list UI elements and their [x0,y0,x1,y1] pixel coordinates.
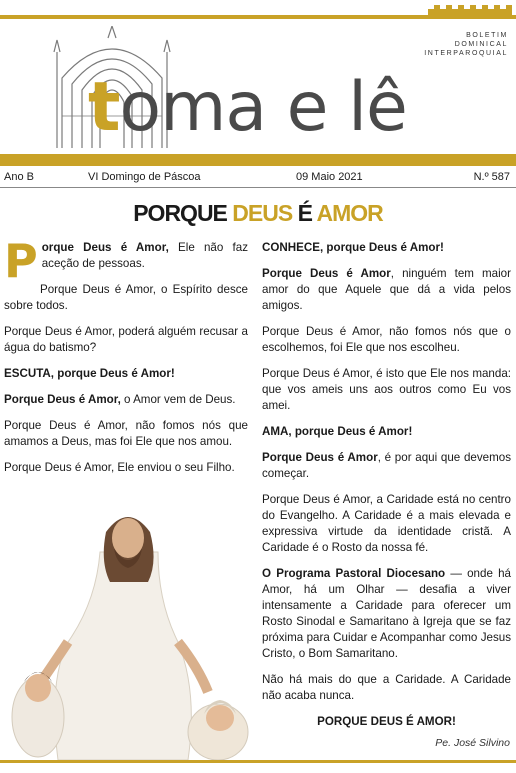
paragraph [4,366,248,382]
issue-number: N.º 587 [473,171,510,183]
paragraph-text: Ele não faz aceção de pessoas. [41,241,249,270]
boletim-line-2: DOMINICAL [454,41,508,48]
paragraph: Porque Deus é Amor, é isto que Ele nos manda: que vos ameis uns aos outros como Eu vos amei. [262,367,511,412]
paragraph [4,234,249,288]
paragraph-text: , é por aqui que devemos começar. [262,451,511,480]
paragraph: Porque Deus é Amor, Ele enviou o seu Filho. [4,461,235,474]
bold-lead: Porque Deus é Amor [262,451,378,464]
closing-line [262,714,511,730]
paragraph [4,392,248,408]
title-first-letter: t [88,68,120,147]
paragraph [262,424,511,440]
paragraph: Não há mais do que a Caridade. A Caridade não acaba nunca. [262,673,511,702]
issue-info-row [0,168,516,186]
headline-part-4: AMOR [316,200,383,226]
paragraph-text: — onde há Amor, há um Olhar — desafia a viver intensamente a Caridade para oferecer um Rosto Sinodal e Samaritano à Igreja que se faz próxima para Cuidar e Acompanhar como Jesus Cristo, o Bom Samaritano. [262,567,511,660]
boletim-line-1: BOLETIM [466,32,508,39]
sunday-name: VI Domingo de Páscoa [88,171,201,183]
headline-part-1: PORQUE [133,200,233,226]
divider [0,187,516,188]
headline-part-2: DEUS [232,200,298,226]
bold-lead: AMA, porque Deus é Amor! [262,425,413,438]
bold-lead: CONHECE, porque Deus é Amor! [262,241,444,254]
liturgical-year: Ano B [4,171,34,183]
paragraph: Porque Deus é Amor, o Espírito desce sobre todos. [4,283,248,312]
right-column [262,240,511,740]
paragraph [262,240,511,256]
issue-date: 09 Maio 2021 [296,171,363,183]
drop-cap: P [4,234,38,288]
boletim-label [388,31,508,58]
bold-lead: O Programa Pastoral Diocesano [262,567,446,580]
jesus-with-children-image [8,492,252,760]
left-column [4,234,249,486]
battlement-ornament [428,5,512,19]
bold-lead: Porque Deus é Amor [262,267,391,280]
headline-part-3: É [297,200,317,226]
paragraph [262,450,511,482]
paragraph [262,266,511,314]
bold-lead: PORQUE DEUS É AMOR! [317,715,456,728]
bold-lead: ESCUTA, porque Deus é Amor! [4,367,175,380]
bold-lead: orque Deus é Amor, [41,241,169,254]
title-rest: oma e lê [119,68,407,147]
paragraph: Porque Deus é Amor, a Caridade está no centro do Evangelho. A Caridade é a mais elevada e expressiva virtude da identidade cristã. A Caridade é o Rosto da nossa fé. [262,493,511,554]
paragraph: Porque Deus é Amor, não fomos nós que o escolhemos, foi Ele que nos escolheu. [262,325,511,354]
boletim-line-3: INTERPAROQUIAL [424,50,508,57]
author-signature: Pe. José Silvino [435,737,510,749]
bottom-border [0,760,516,763]
paragraph-text: o Amor vem de Deus. [120,393,236,406]
top-border [0,0,516,22]
bold-lead: Porque Deus é Amor, [4,393,121,406]
paragraph: Porque Deus é Amor, não fomos nós que amamos a Deus, mas foi Ele que nos amou. [4,419,248,448]
paragraph: Porque Deus é Amor, poderá alguém recusar a água do batismo? [4,325,248,354]
header-gold-bar [0,154,516,166]
headline [0,198,516,228]
masthead-title [88,68,407,148]
paragraph [262,566,511,662]
paragraph-text: , ninguém tem maior amor do que Aquele que dá a vida pelos amigos. [262,267,511,312]
